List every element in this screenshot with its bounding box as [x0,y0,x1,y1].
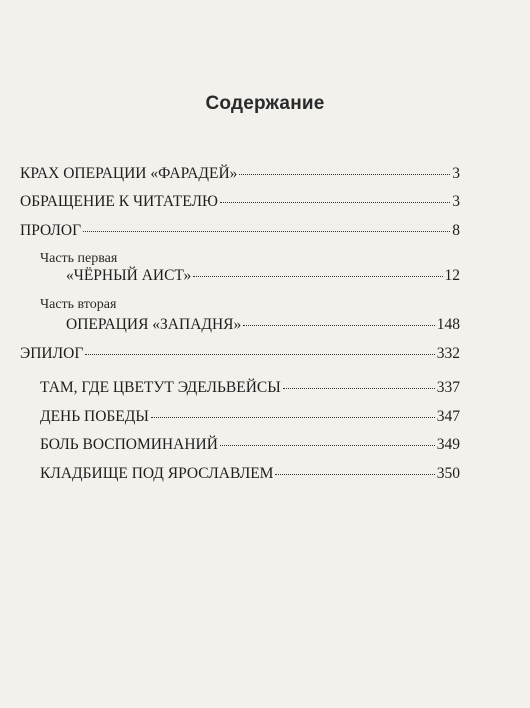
toc-entry-page: 3 [452,165,460,182]
toc-entry-title: ПРОЛОГ [20,222,82,239]
toc-entry [20,193,460,211]
dot-leader [239,162,450,175]
toc-entry-page: 8 [452,222,460,239]
dot-leader [275,462,434,475]
toc-entry-page: 148 [436,316,460,333]
toc-entry-page: 3 [452,193,460,210]
toc-entry-title: «ЧЁРНЫЙ АИСТ» [66,267,192,284]
part-heading: Часть вторая [40,297,117,312]
toc-entry-title: БОЛЬ ВОСПОМИНАНИЙ [40,436,218,453]
toc-entry-page: 337 [436,379,460,396]
dot-leader [83,219,450,232]
toc-entry [40,379,460,397]
toc-entry-title: ЭПИЛОГ [20,345,84,362]
toc-entry-title: ОБРАЩЕНИЕ К ЧИТАТЕЛЮ [20,193,218,210]
dot-leader [283,376,435,389]
part-heading: Часть первая [40,251,118,266]
toc-entry [66,316,460,334]
toc-entry-page: 332 [436,345,460,362]
toc-entry [40,465,460,483]
toc-entry [66,267,460,285]
toc-entry [20,222,460,240]
toc-entry [20,345,460,363]
dot-leader [220,433,435,446]
dot-leader [243,313,435,326]
toc-entry [40,408,460,426]
toc-entry-page: 12 [444,267,460,284]
toc-entry-page: 347 [436,408,460,425]
dot-leader [151,405,435,418]
toc-entry-title: ОПЕРАЦИЯ «ЗАПАДНЯ» [66,316,242,333]
page-title: Содержание [205,93,325,114]
dot-leader [220,190,450,203]
toc-entry-title: КРАХ ОПЕРАЦИИ «ФАРАДЕЙ» [20,165,238,182]
toc-entry [40,436,460,454]
toc-entry-page: 349 [436,436,460,453]
toc-entry-title: ДЕНЬ ПОБЕДЫ [40,408,149,425]
toc-entry-title: КЛАДБИЩЕ ПОД ЯРОСЛАВЛЕМ [40,465,274,482]
toc-entry-title: ТАМ, ГДЕ ЦВЕТУТ ЭДЕЛЬВЕЙСЫ [40,379,281,396]
toc-entry-page: 350 [436,465,460,482]
dot-leader [193,264,442,277]
toc-entry [20,165,460,183]
dot-leader [85,342,434,355]
